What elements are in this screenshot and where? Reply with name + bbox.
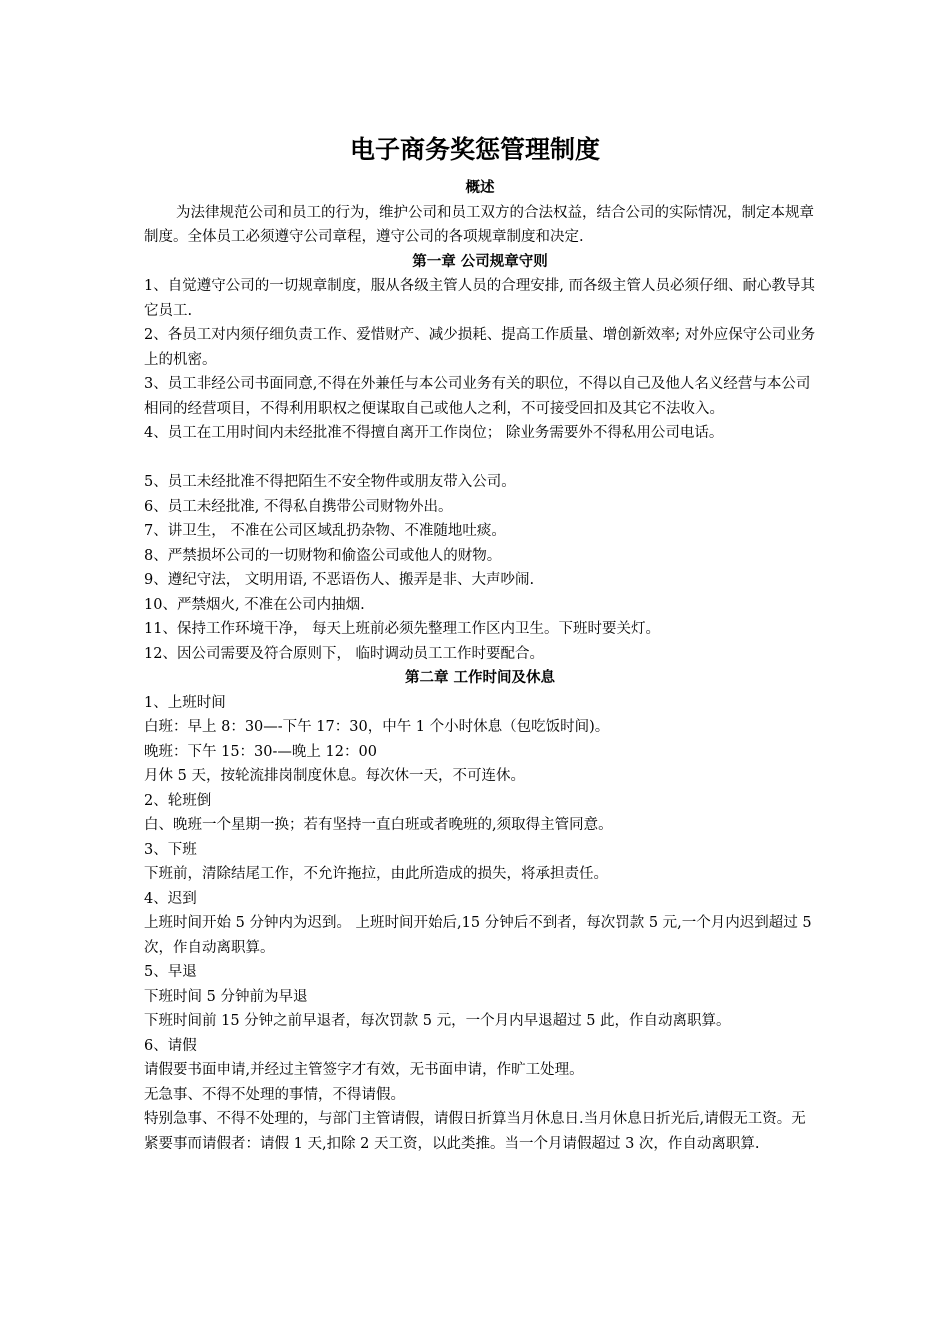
chapter1-item: 1、自觉遵守公司的一切规章制度，服从各级主管人员的合理安排, 而各级主管人员必须仔细、耐心教导其它员工. [144,278,815,319]
document-title: 电子商务奖惩管理制度 [349,135,600,164]
chapter2-line: 无急事、不得不处理的事情，不得请假。 [144,1086,405,1103]
chapter1-item: 10、严禁烟火, 不准在公司内抽烟. [144,596,365,613]
chapter2-line: 上班时间开始 5 分钟内为迟到。 上班时间开始后,15 分钟后不到者，每次罚款 5 元,一个月内迟到超过 5 次，作自动离职算。 [144,915,812,956]
chapter2-line: 3、下班 [144,841,197,858]
chapter1-heading: 第一章 公司规章守则 [412,253,548,270]
chapter1-item: 11、保持工作环境干净， 每天上班前必须先整理工作区内卫生。下班时要关灯。 [144,621,661,637]
chapter2-line: 白班：早上 8：30—-下午 17：30，中午 1 个小时休息（包吃饭时间)。 [144,719,610,735]
chapter2-line: 2、轮班倒 [144,792,212,809]
chapter2-line: 特别急事、不得不处理的，与部门主管请假，请假日折算当月休息日.当月休息日折光后,请假无工资。无紧要事而请假者：请假 1 天,扣除 2 天工资，以此类推。当一个月请假超过 3 次，作自动离职算. [144,1111,806,1152]
chapter2-heading: 第二章 工作时间及休息 [404,670,556,686]
blank-line [144,446,816,471]
chapter1-item: 9、遵纪守法， 文明用语, 不恶语伤人、搬弄是非、大声吵闹. [144,572,535,588]
chapter2-line: 下班时间 5 分钟前为早退 [144,988,308,1005]
chapter2-line: 下班前，清除结尾工作，不允许拖拉，由此所造成的损失，将承担责任。 [144,866,608,882]
chapter2-line: 白、晚班一个星期一换；若有坚持一直白班或者晚班的,须取得主管同意。 [144,817,613,833]
chapter1-item: 5、员工未经批准不得把陌生不安全物件或朋友带入公司。 [144,474,516,490]
chapter2-line: 晚班：下午 15：30-—晚上 12：00 [144,743,377,760]
chapter1-item: 7、讲卫生， 不准在公司区域乱扔杂物、不准随地吐痰。 [144,523,506,539]
chapter2-line: 下班时间前 15 分钟之前早退者，每次罚款 5 元，一个月内早退超过 5 此，作自动离职算。 [144,1013,731,1029]
chapter2-line: 4、迟到 [144,890,197,907]
overview-heading: 概述 [465,180,495,196]
chapter2-line: 1、上班时间 [144,694,226,711]
chapter1-item: 12、因公司需要及符合原则下， 临时调动员工工作时要配合。 [144,645,545,662]
document-body [144,176,816,1156]
chapter2-line: 5、早退 [144,964,197,980]
chapter1-item: 4、员工在工用时间内未经批准不得擅自离开工作岗位； 除业务需要外不得私用公司电话。 [144,425,724,441]
chapter2-line: 6、请假 [144,1037,197,1054]
chapter1-item: 2、各员工对内须仔细负责工作、爱惜财产、减少损耗、提高工作质量、增创新效率; 对外应保守公司业务上的机密。 [144,327,816,368]
chapter2-line: 请假要书面申请,并经过主管签字才有效，无书面申请，作旷工处理。 [144,1062,584,1078]
chapter2-line: 月休 5 天，按轮流排岗制度休息。每次休一天，不可连休。 [144,768,525,784]
chapter1-item: 3、员工非经公司书面同意,不得在外兼任与本公司业务有关的职位，不得以自己及他人名义经营与本公司相同的经营项目，不得利用职权之便谋取自己或他人之利，不可接受回扣及其它不法收入。 [144,376,811,417]
chapter1-item: 6、员工未经批准, 不得私自携带公司财物外出。 [144,498,453,515]
chapter1-item: 8、严禁损坏公司的一切财物和偷盗公司或他人的财物。 [144,547,502,564]
overview-paragraph: 为法律规范公司和员工的行为，维护公司和员工双方的合法权益，结合公司的实际情况，制定本规章制度。全体员工必须遵守公司章程，遵守公司的各项规章制度和决定. [144,204,814,245]
